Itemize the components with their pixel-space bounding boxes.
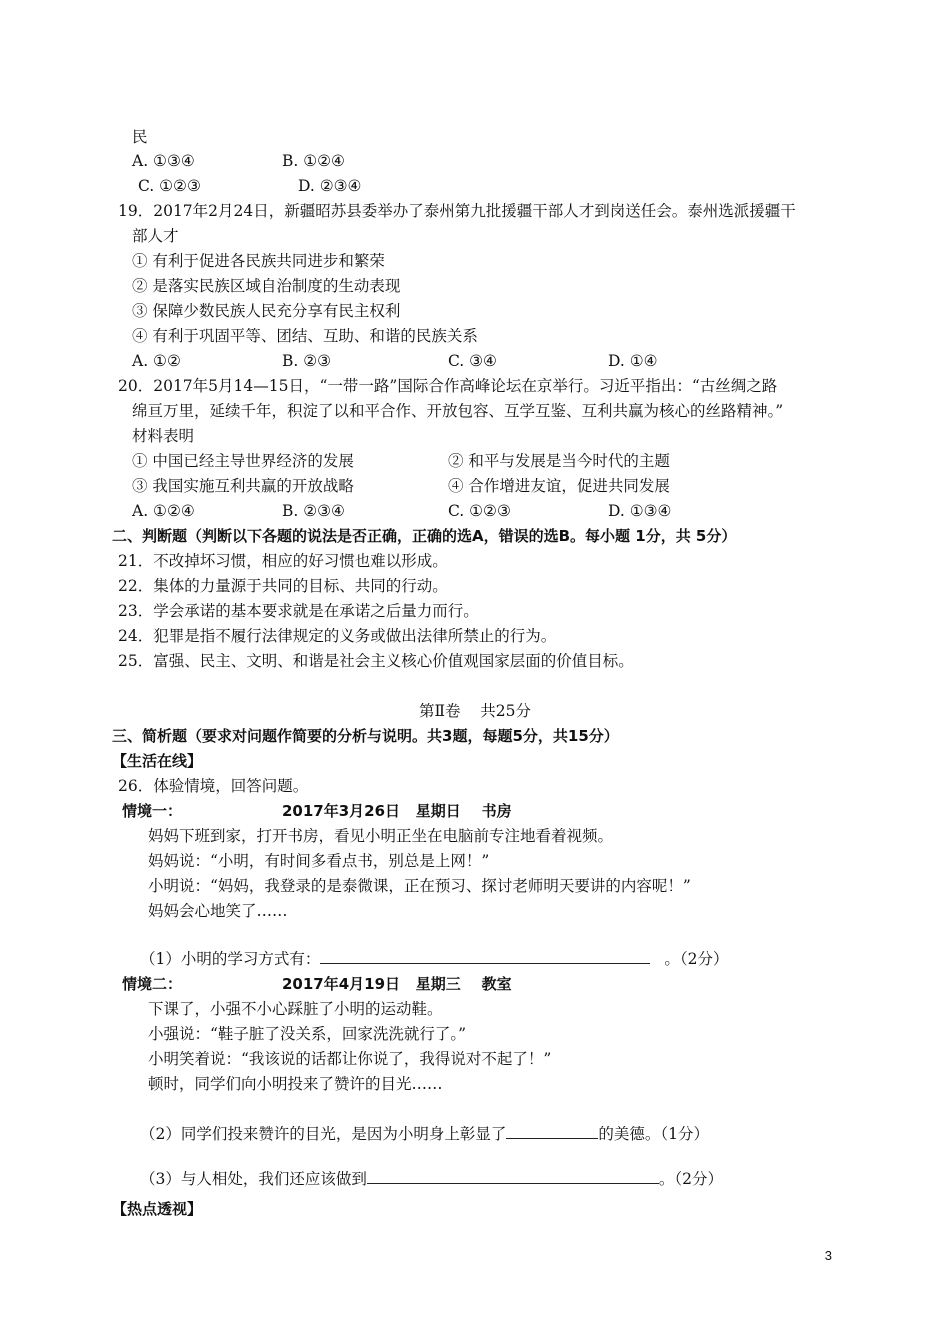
q20-option-c: C. ①②③ bbox=[448, 502, 511, 520]
scenario2-line-4: 顿时，同学们向小明投来了赞许的目光…… bbox=[148, 1075, 443, 1093]
tag-life-online: 【生活在线】 bbox=[112, 752, 203, 770]
q25: 25．富强、民主、文明、和谐是社会主义核心价值观国家层面的价值目标。 bbox=[118, 652, 634, 670]
q26-stem: 26．体验情境，回答问题。 bbox=[118, 777, 309, 795]
scenario1-line-2: 妈妈说：“小明，有时间多看点书，别总是上网！” bbox=[148, 852, 490, 870]
answer-blank-3[interactable] bbox=[367, 1168, 659, 1184]
q19-item-2: ② 是落实民族区域自治制度的生动表现 bbox=[132, 277, 401, 295]
scenario2-line-2: 小强说：“鞋子脏了没关系，回家洗洗就行了。” bbox=[148, 1025, 467, 1043]
subquestion-3 bbox=[140, 1168, 723, 1190]
q19-option-c: C. ③④ bbox=[448, 352, 497, 370]
q18-continuation: 民 bbox=[132, 128, 148, 146]
q18-option-c: C. ①②③ bbox=[138, 177, 201, 195]
subquestion-2-score: 的美德。（1分） bbox=[598, 1125, 709, 1143]
q20-item-2: ② 和平与发展是当今时代的主题 bbox=[448, 452, 670, 470]
q20-item-3: ③ 我国实施互利共赢的开放战略 bbox=[132, 477, 354, 495]
volume-2-title: 第Ⅱ卷 共25分 bbox=[419, 702, 531, 720]
subquestion-1-score: 。（2分） bbox=[664, 950, 729, 968]
q19-item-4: ④ 有利于巩固平等、团结、互助、和谐的民族关系 bbox=[132, 327, 478, 345]
page-number: 3 bbox=[824, 1248, 832, 1263]
subquestion-1-prompt: （1）小明的学习方式有： bbox=[140, 950, 321, 968]
q20-stem-line1: 20．2017年5月14—15日，“一带一路”国际合作高峰论坛在京举行。习近平指出：“古丝绸之路 bbox=[118, 377, 778, 395]
scenario2-line-1: 下课了，小强不小心踩脏了小明的运动鞋。 bbox=[148, 1000, 443, 1018]
q20-item-1: ① 中国已经主导世界经济的发展 bbox=[132, 452, 354, 470]
scenario1-label: 情境一： bbox=[122, 802, 183, 820]
q18-option-a: A. ①③④ bbox=[132, 152, 195, 170]
q22: 22．集体的力量源于共同的目标、共同的行动。 bbox=[118, 577, 448, 595]
q20-item-4: ④ 合作增进友谊，促进共同发展 bbox=[448, 477, 670, 495]
q23: 23．学会承诺的基本要求就是在承诺之后量力而行。 bbox=[118, 602, 479, 620]
q20-option-a: A. ①②④ bbox=[132, 502, 195, 520]
q20-option-d: D. ①③④ bbox=[608, 502, 672, 520]
scenario1-line-1: 妈妈下班到家，打开书房，看见小明正坐在电脑前专注地看着视频。 bbox=[148, 827, 614, 845]
q19-option-b: B. ②③ bbox=[282, 352, 332, 370]
q19-item-3: ③ 保障少数民族人民充分享有民主权利 bbox=[132, 302, 401, 320]
tag-hot-topics: 【热点透视】 bbox=[112, 1200, 203, 1218]
subquestion-3-prompt: （3）与人相处，我们还应该做到 bbox=[140, 1170, 367, 1188]
q18-option-d: D. ②③④ bbox=[298, 177, 362, 195]
subquestion-2 bbox=[140, 1123, 709, 1145]
q19-option-a: A. ①② bbox=[132, 352, 181, 370]
subquestion-3-score: 。（2分） bbox=[658, 1170, 723, 1188]
answer-blank-1[interactable] bbox=[320, 948, 650, 964]
scenario2-line-3: 小明笑着说：“我该说的话都让你说了，我得说对不起了！” bbox=[148, 1050, 552, 1068]
subquestion-1 bbox=[140, 948, 729, 970]
scenario2-time-place: 2017年4月19日 星期三 教室 bbox=[282, 975, 512, 993]
scenario2-label: 情境二： bbox=[122, 975, 183, 993]
q19-option-d: D. ①④ bbox=[608, 352, 658, 370]
q21: 21．不改掉坏习惯，相应的好习惯也难以形成。 bbox=[118, 552, 448, 570]
scenario1-time-place: 2017年3月26日 星期日 书房 bbox=[282, 802, 512, 820]
subquestion-2-prompt: （2）同学们投来赞许的目光，是因为小明身上彰显了 bbox=[140, 1125, 507, 1143]
answer-blank-2[interactable] bbox=[506, 1123, 598, 1139]
q20-stem-line2: 绵亘万里，延续千年，积淀了以和平合作、开放包容、互学互鉴、互利共赢为核心的丝路精神。” bbox=[132, 402, 784, 420]
section3-heading: 三、简析题（要求对问题作简要的分析与说明。共3题，每题5分，共15分） bbox=[112, 727, 619, 745]
q19-item-1: ① 有利于促进各民族共同进步和繁荣 bbox=[132, 252, 385, 270]
q20-option-b: B. ②③④ bbox=[282, 502, 345, 520]
scenario1-line-3: 小明说：“妈妈，我登录的是泰微课，正在预习、探讨老师明天要讲的内容呢！” bbox=[148, 877, 691, 895]
q24: 24．犯罪是指不履行法律规定的义务或做出法律所禁止的行为。 bbox=[118, 627, 557, 645]
q20-stem-line3: 材料表明 bbox=[132, 427, 195, 445]
q19-stem-line1: 19．2017年2月24日，新疆昭苏县委举办了泰州第九批援疆干部人才到岗送任会。泰州选派援疆干 bbox=[118, 202, 796, 220]
q18-option-b: B. ①②④ bbox=[282, 152, 345, 170]
q19-stem-line2: 部人才 bbox=[132, 227, 179, 245]
scenario1-line-4: 妈妈会心地笑了…… bbox=[148, 902, 288, 920]
section2-heading: 二、判断题（判断以下各题的说法是否正确，正确的选A，错误的选B。每小题 1分，共 5分） bbox=[112, 527, 737, 545]
